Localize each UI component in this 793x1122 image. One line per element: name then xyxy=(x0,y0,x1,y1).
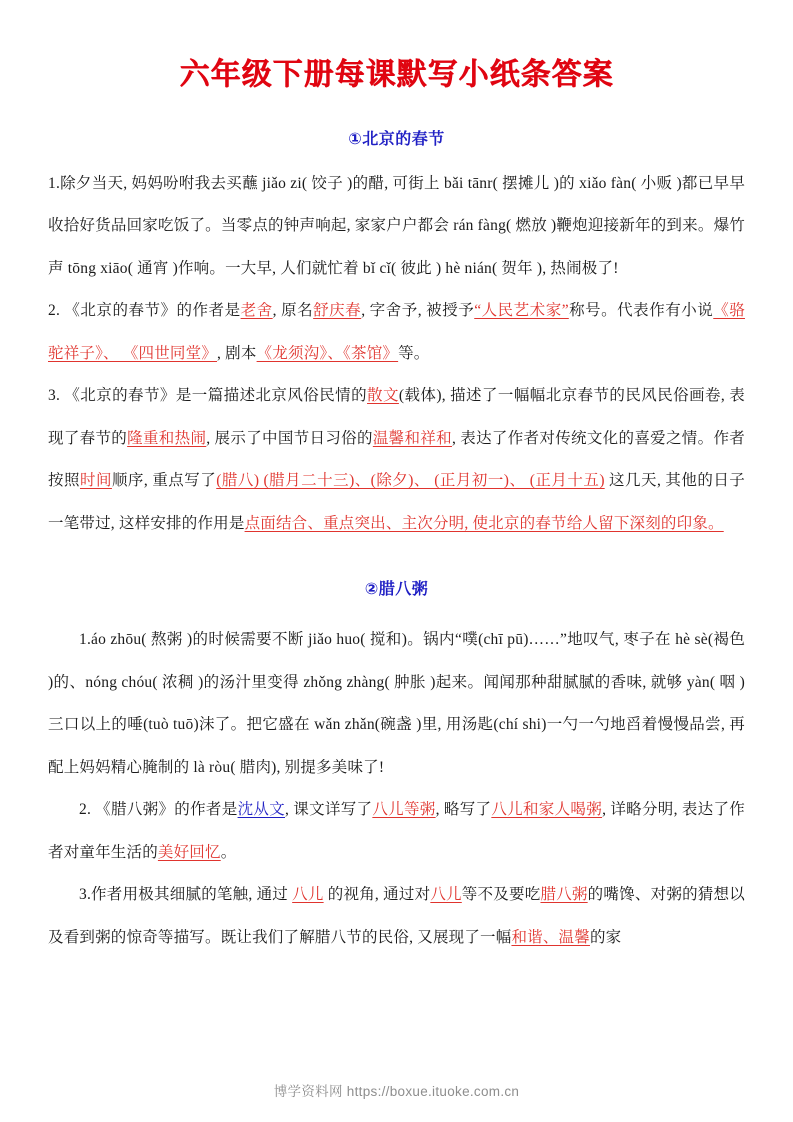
answer-red: 时间 xyxy=(79,472,112,489)
answer-red: 《龙须沟》、《茶馆》 xyxy=(256,344,399,362)
answer-red: 八儿和家人喝粥 xyxy=(491,801,603,818)
answer-paragraph xyxy=(48,163,745,291)
question-text: , 展示了中国节日习俗的 xyxy=(206,429,373,447)
question-text: jiǎo zi xyxy=(262,174,302,192)
question-text: 等。 xyxy=(398,344,430,362)
question-text: , 剧本 xyxy=(217,344,257,362)
answer-red: 《骆驼祥子》、 《四世同堂》 xyxy=(48,302,745,362)
answer-red: 老舍 xyxy=(240,302,273,319)
answer-red: 散文 xyxy=(367,387,399,404)
section-body-1 xyxy=(48,163,745,546)
section-heading-1: ①北京的春节 xyxy=(348,130,445,148)
question-text: 顺序, 重点写了 xyxy=(111,472,217,489)
answer-red: 八儿 xyxy=(430,886,462,903)
question-text: nóng chóu xyxy=(85,673,153,691)
answer-red: 八儿 xyxy=(292,886,324,903)
answer-paragraph xyxy=(48,874,745,959)
question-text: rán fàng xyxy=(453,217,507,234)
answer-blue: 沈从文 xyxy=(237,801,286,818)
question-text: , 表达了作者对传统文化的喜爱之情。作者按照 xyxy=(48,429,745,489)
question-text: 的家 xyxy=(589,928,622,946)
question-text: ( 彼此 ) xyxy=(391,259,446,277)
question-text: , 课文详写了 xyxy=(285,801,373,818)
question-text: wǎn zhǎn xyxy=(314,716,375,733)
question-text: , 原名 xyxy=(272,302,314,319)
answer-red: 温馨和祥和 xyxy=(372,429,452,447)
question-text: yàn xyxy=(686,673,710,691)
section-heading-2: ②腊八粥 xyxy=(364,581,429,598)
question-text: hè nián xyxy=(445,259,492,277)
question-text: 。 xyxy=(220,843,237,861)
answer-red: 舒庆春 xyxy=(313,302,362,319)
answer-red: 八儿等粥 xyxy=(372,801,436,818)
question-text: (碗盏 )里, 用汤匙(chí shi)一勺一勺地舀着慢慢品尝, 再配上妈妈精心腌制的 xyxy=(48,716,745,776)
question-text: ( 腊肉), 别提多美味了! xyxy=(230,758,385,776)
question-text: ( 摆摊儿 )的 xyxy=(492,174,580,192)
question-text: bǐ cǐ xyxy=(362,259,392,277)
question-text: zhǒng zhàng xyxy=(303,673,385,691)
answer-paragraph xyxy=(48,375,745,545)
question-text: tōng xiāo xyxy=(67,259,128,277)
answer-red: “人民艺术家” xyxy=(474,302,569,319)
answer-paragraph xyxy=(48,789,745,874)
question-text: ( 搅和)。锅内“噗(chī pū)……”地叹气, 枣子在 xyxy=(360,631,676,648)
question-text: hè sè xyxy=(675,631,708,648)
question-text: ( 燃放 )鞭炮迎接新年的到来。爆竹声 xyxy=(48,217,745,277)
question-text: ( 小贩 )都已早早收拾好货品回家吃饭了。当零点的钟声响起, 家家户户都会 xyxy=(48,174,746,234)
question-text: 3. 《北京的春节》是一篇描述北京风俗民情的 xyxy=(48,387,368,404)
question-text: ( 饺子 )的醋, 可街上 xyxy=(301,174,445,192)
question-text: ( 肿胀 )起来。闻闻那种甜腻腻的香味, 就够 xyxy=(384,673,687,691)
question-text: 1.除夕当天, 妈妈吩咐我去买蘸 xyxy=(48,174,263,192)
question-text: 2. 《北京的春节》的作者是 xyxy=(48,302,241,319)
question-text: 2. 《腊八粥》的作者是 xyxy=(79,801,238,818)
question-text: , 详略分明, 表达了作者对童年生活的 xyxy=(48,801,745,861)
answer-red: 和谐、温馨 xyxy=(511,928,590,946)
question-text: là ròu xyxy=(193,758,231,776)
answer-red: 隆重和热闹 xyxy=(127,429,207,447)
question-text: 1. xyxy=(79,631,92,648)
answer-paragraph xyxy=(48,619,745,789)
question-text: xiǎo fàn xyxy=(579,174,632,192)
question-text: (载体), 描述了一幅幅北京春节的民风民俗画卷, 表现了春节的 xyxy=(48,387,746,447)
question-text: 称号。代表作有小说 xyxy=(568,302,714,319)
answer-paragraph xyxy=(48,290,745,375)
answer-red: (腊八) (腊月二十三)、(除夕)、 (正月初一)、 (正月十五) xyxy=(216,472,605,489)
question-text: 等不及要吃 xyxy=(461,886,541,903)
question-text: ( 浓稠 )的汤汁里变得 xyxy=(152,673,304,691)
question-text: (褐色 )的、 xyxy=(48,631,746,691)
question-text: ( 贺年 ), 热闹极了! xyxy=(491,259,619,277)
question-text: ( 熬粥 )的时候需要不断 xyxy=(141,631,309,648)
question-text: ( 咽 )三口以上的唾(tuò tuō)沫了。把它盛在 xyxy=(48,673,746,733)
question-text: 这几天, 其他的日子一笔带过, 这样安排的作用是 xyxy=(48,472,746,532)
question-text: 的视角, 通过对 xyxy=(323,886,431,903)
section-body-2 xyxy=(48,619,745,959)
question-text: ( 通宵 )作响。一大早, 人们就忙着 xyxy=(127,259,363,277)
question-text: , 字舍予, 被授予 xyxy=(361,302,475,319)
question-text: , 略写了 xyxy=(435,801,492,818)
page-title: 六年级下册每课默写小纸条答案 xyxy=(179,58,614,91)
question-text: áo zhōu xyxy=(91,631,142,648)
question-text: 的嘴馋、对粥的猜想以及看到粥的惊奇等描写。既让我们了解腊八节的民俗, 又展现了一幅 xyxy=(48,886,745,946)
question-text: jiǎo huo xyxy=(308,631,361,648)
footer-watermark: 博学资料网 https://boxue.ituoke.com.cn xyxy=(273,1084,520,1099)
question-text: bǎi tānr xyxy=(444,174,493,192)
answer-red: 腊八粥 xyxy=(540,886,588,903)
question-text: 3.作者用极其细腻的笔触, 通过 xyxy=(79,886,293,903)
answer-red: 美好回忆 xyxy=(157,843,221,861)
answer-red: 点面结合、重点突出、主次分明, 使北京的春节给人留下深刻的印象。 xyxy=(244,514,724,532)
